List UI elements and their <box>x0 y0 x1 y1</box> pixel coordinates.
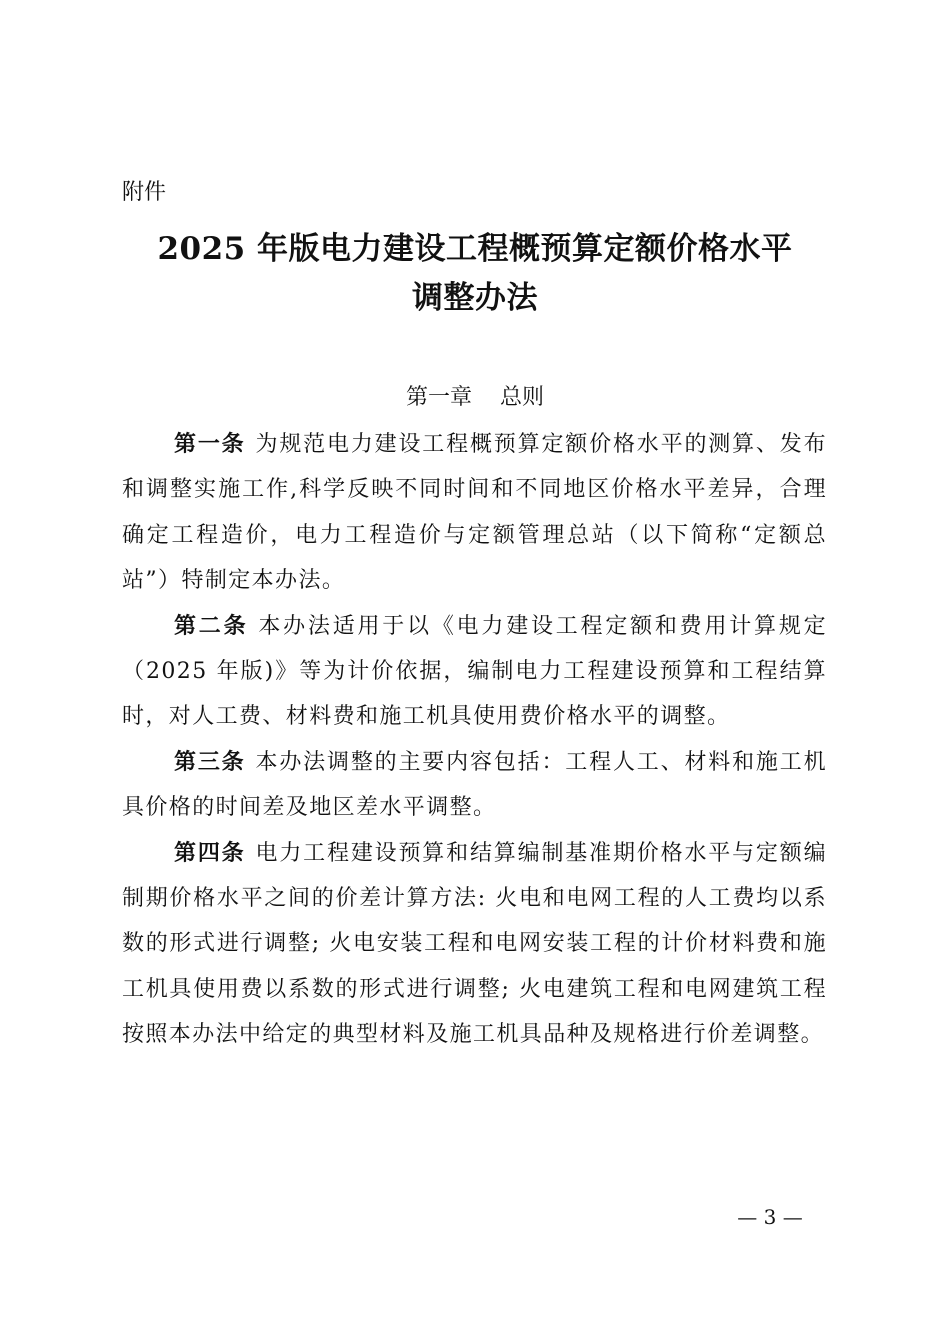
article-label: 第四条 <box>174 840 246 866</box>
article-2 <box>122 604 827 740</box>
article-text: 为规范电力建设工程概预算定额价格水平的测算、发布和调整实施工作,科学反映不同时间和不同地区价格水平差异，合理确定工程造价，电力工程造价与定额管理总站（以下简称“定额总站”）特制定本办法。 <box>122 432 827 594</box>
article-1 <box>122 422 827 604</box>
article-label: 第一条 <box>174 432 246 457</box>
article-text: 本办法调整的主要内容包括：工程人工、材料和施工机具价格的时间差及地区差水平调整。 <box>122 749 827 821</box>
document-title-line-2: 调整办法 <box>412 280 538 316</box>
document-title-line-1: 2025 年版电力建设工程概预算定额价格水平 <box>157 231 793 267</box>
document-body <box>122 422 827 1058</box>
article-3 <box>122 740 827 831</box>
article-text: 电力工程建设预算和结算编制基准期价格水平与定额编制期价格水平之间的价差计算方法: 火电和电网工程的人工费均以系数的形式进行调整; 火电安装工程和电网安装工程的计价材料费和施工机具使用费以系数的形式进行调整; 火电建筑工程和电网建筑工程按照本办法中给定的典型材料及施工机具品种及规格进行价差调整。 <box>122 840 827 1048</box>
chapter-heading: 第一章 总则 <box>406 385 544 410</box>
article-label: 第二条 <box>174 613 249 639</box>
article-label: 第三条 <box>174 749 246 775</box>
page-number: — 3 — <box>737 1205 803 1229</box>
article-text: 本办法适用于以《电力建设工程定额和费用计算规定（2025 年版)》等为计价依据，编制电力工程建设预算和工程结算时，对人工费、材料费和施工机具使用费价格水平的调整。 <box>122 613 828 730</box>
article-4 <box>122 831 827 1058</box>
attachment-label: 附件 <box>122 180 167 205</box>
